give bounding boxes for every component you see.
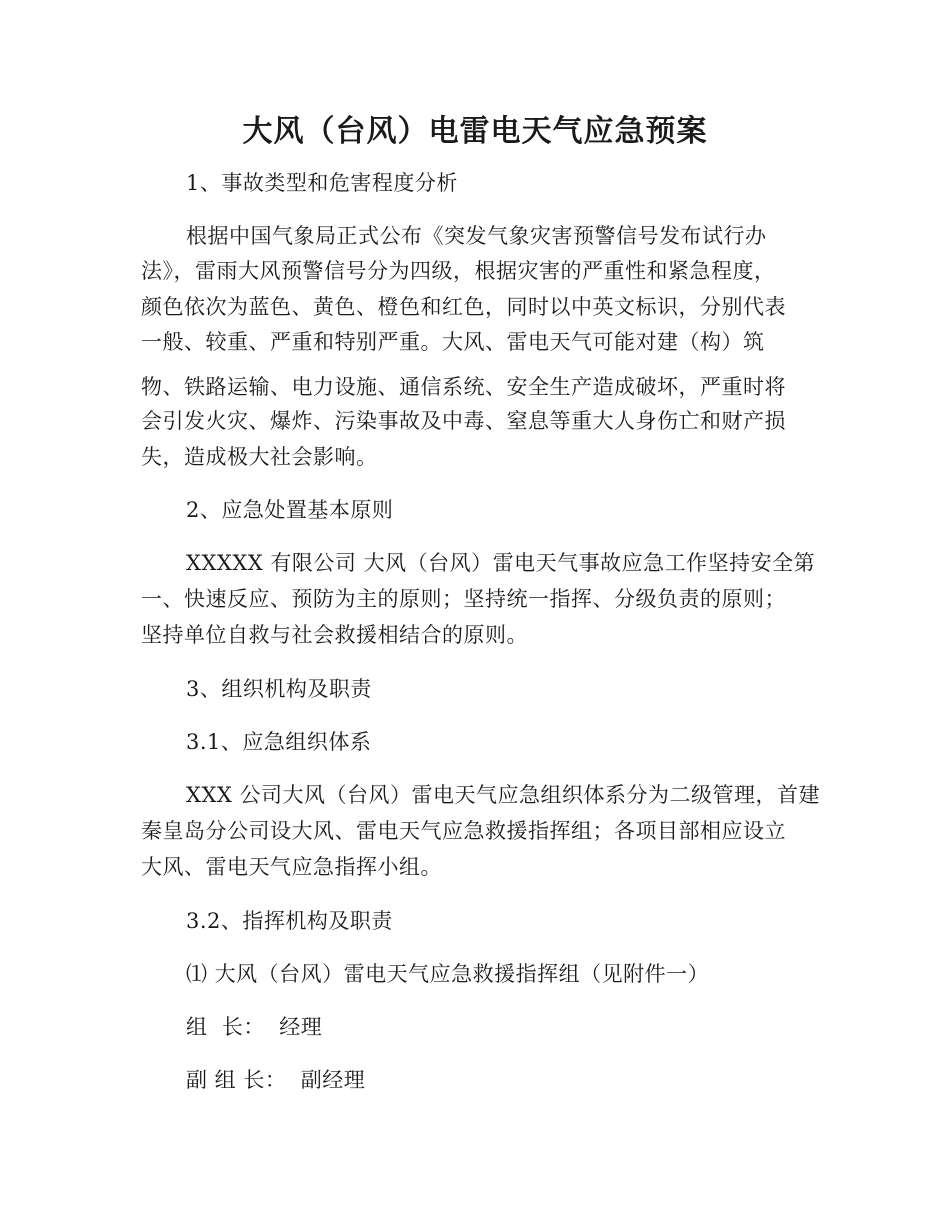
paragraph-1-line-6: 会引发火灾、爆炸、污染事故及中毒、窒息等重大人身伤亡和财产损 [141,409,786,433]
deputy-leader-line: 副 组 长： 副经理 [186,1068,366,1092]
section-2-heading: 2、应急处置基本原则 [186,498,394,522]
paragraph-2-line-1: XXXXX 有限公司 大风（台风）雷电天气事故应急工作坚持安全第 [186,551,816,575]
section-1-heading: 1、事故类型和危害程度分析 [186,171,458,195]
paragraph-1-line-5: 物、铁路运输、电力设施、通信系统、安全生产造成破坏，严重时将 [141,375,786,399]
section-3-1-heading: 3.1、应急组织体系 [186,730,372,754]
leader-line: 组 长： 经理 [186,1015,323,1039]
paragraph-3-line-2: 秦皇岛分公司设大风、雷电天气应急救援指挥组；各项目部相应设立 [141,819,786,843]
list-item-1: ⑴ 大风（台风）雷电天气应急救援指挥组（见附件一） [186,962,710,986]
paragraph-1-line-7: 失，造成极大社会影响。 [141,445,378,469]
paragraph-1-line-1: 根据中国气象局正式公布《突发气象灾害预警信号发布试行办 [186,224,767,248]
paragraph-2-line-3: 坚持单位自救与社会救援相结合的原则。 [141,623,528,647]
paragraph-3-line-1: XXX 公司大风（台风）雷电天气应急组织体系分为二级管理，首建 [186,783,821,807]
paragraph-2-line-2: 一、快速反应、预防为主的原则；坚持统一指挥、分级负责的原则； [141,587,786,611]
paragraph-1-line-3: 颜色依次为蓝色、黄色、橙色和红色，同时以中英文标识，分别代表 [141,295,786,319]
paragraph-1-line-2: 法》，雷雨大风预警信号分为四级，根据灾害的严重性和紧急程度， [141,259,776,283]
paragraph-3-line-3: 大风、雷电天气应急指挥小组。 [141,855,442,879]
section-3-heading: 3、组织机构及职责 [186,677,372,701]
section-3-2-heading: 3.2、指挥机构及职责 [186,909,393,933]
document-title: 大风（台风）电雷电天气应急预案 [242,114,708,149]
paragraph-1-line-4: 一般、较重、严重和特别严重。大风、雷电天气可能对建（构）筑 [141,330,765,354]
